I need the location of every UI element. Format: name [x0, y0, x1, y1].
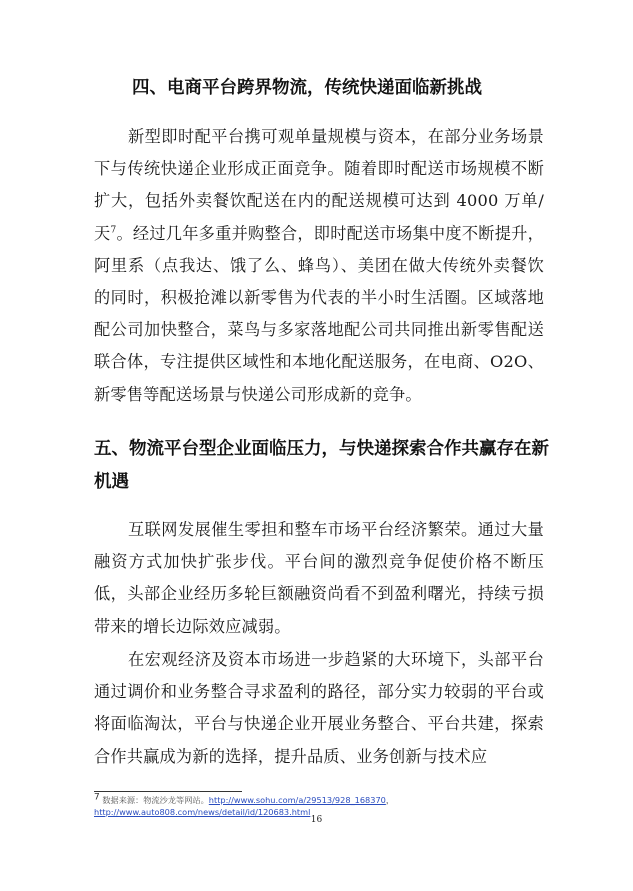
- section-5-heading: 五、物流平台型企业面临压力，与快递探索合作共赢存在新机遇: [94, 439, 549, 492]
- footnote-source-label: 数据来源：物流沙龙等网站。: [102, 795, 209, 805]
- page-number: 16: [310, 815, 323, 825]
- footnote-link-auto808[interactable]: http://www.auto808.com/news/detail/id/120683.html: [94, 807, 311, 817]
- footnote-divider: [94, 791, 242, 792]
- section-4-paragraph: [94, 121, 544, 411]
- footnote-link-sohu[interactable]: http://www.sohu.com/a/29513/928_168370: [208, 795, 386, 805]
- section-4-text-part2: 。经过几年多重并购整合，即时配送市场集中度不断提升，阿里系（点我达、饿了么、蜂鸟）、美团在做大传统外卖餐饮的同时，积极抢滩以新零售为代表的半小时生活圈。区域落地配公司加快整合，菜鸟与多家落地配公司共同推出新零售配送联合体，专注提供区域性和本地化配送服务，在电商、O2O、新零售等配送场景与快递公司形成新的竞争。: [94, 223, 544, 404]
- footnote-marker: 7: [94, 792, 100, 803]
- section-5-paragraph-1: 互联网发展催生零担和整车市场平台经济繁荣。通过大量融资方式加快扩张步伐。平台间的激烈竞争促使价格不断压低，头部企业经历多轮巨额融资尚看不到盈利曙光，持续亏损带来的增长边际效应减弱。: [94, 520, 544, 636]
- section-5-paragraph-2: 在宏观经济及资本市场进一步趋紧的大环境下，头部平台通过调价和业务整合寻求盈利的路径，部分实力较弱的平台或将面临淘汰，平台与快递企业开展业务整合、平台共建，探索合作共赢成为新的选择，提升品质、业务创新与技术应: [94, 650, 544, 766]
- section-4-heading: 四、电商平台跨界物流，传统快递面临新挑战: [132, 78, 482, 98]
- section-4-text-part1: 新型即时配平台携可观单量规模与资本，在部分业务场景下与传统快递企业形成正面竞争。随着即时配送市场规模不断扩大，包括外卖餐饮配送在内的配送规模可达到 4000 万单/天: [94, 127, 544, 243]
- footnote-reference[interactable]: 7: [110, 225, 117, 236]
- footnote-separator: ，: [385, 795, 395, 805]
